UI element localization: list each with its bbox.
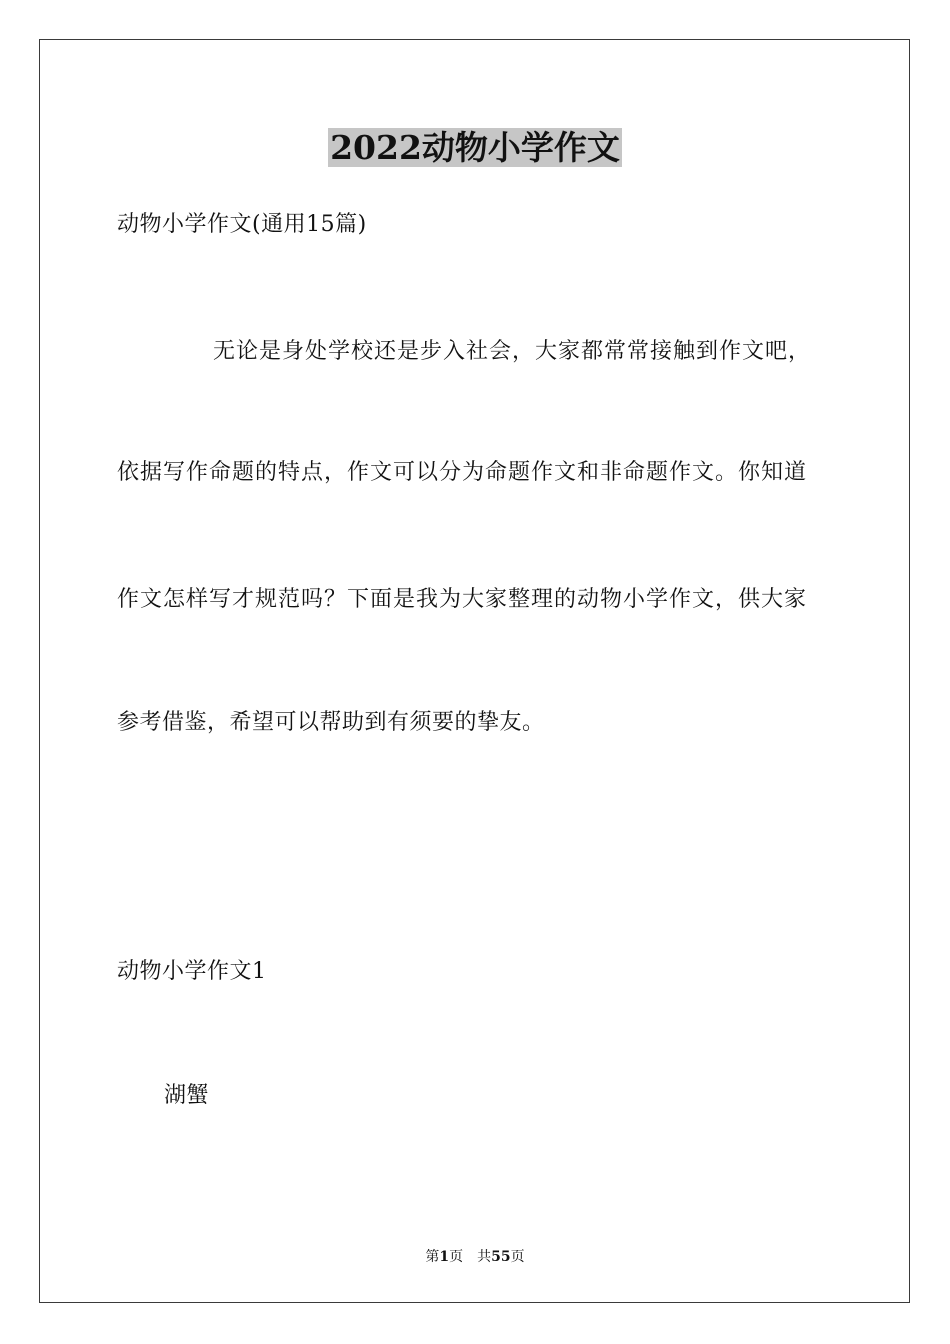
intro-paragraph-line-3: 作文怎样写才规范吗？下面是我为大家整理的动物小学作文，供大家 — [117, 587, 808, 612]
document-subtitle: 动物小学作文(通用15篇) — [117, 212, 367, 237]
footer-total-pages: 55 — [491, 1249, 511, 1265]
section-subtitle: 湖蟹 — [164, 1083, 210, 1108]
footer-page-prefix: 第 — [425, 1249, 440, 1265]
footer-total-suffix: 页 — [510, 1249, 525, 1265]
document-title-text: 2022动物小学作文 — [330, 128, 620, 167]
footer-total-prefix: 共 — [477, 1249, 492, 1265]
footer-page-suffix: 页 — [449, 1249, 464, 1265]
intro-paragraph-line-4: 参考借鉴，希望可以帮助到有须要的挚友。 — [117, 710, 545, 735]
page-footer — [0, 1248, 950, 1266]
document-title — [0, 126, 950, 170]
footer-page-number: 1 — [439, 1249, 450, 1265]
intro-paragraph-line-2: 依据写作命题的特点，作文可以分为命题作文和非命题作文。你知道 — [117, 460, 808, 485]
intro-paragraph-line-1: 无论是身处学校还是步入社会，大家都常常接触到作文吧， — [213, 339, 812, 364]
section-heading: 动物小学作文1 — [117, 959, 267, 984]
